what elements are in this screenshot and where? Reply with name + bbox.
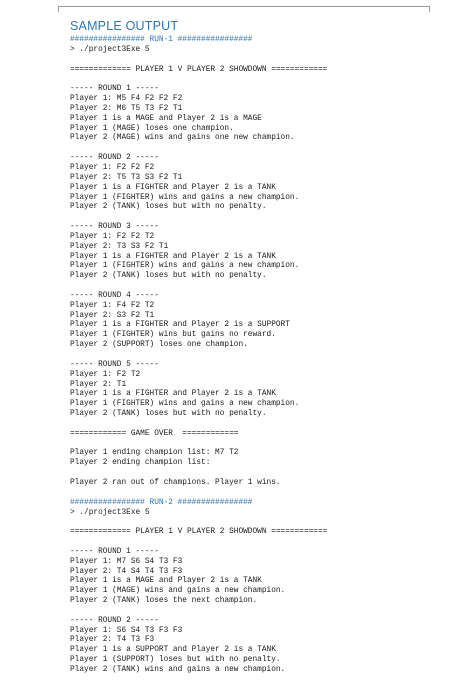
output-line: Player 1: F4 F2 T2	[70, 301, 155, 310]
blank-line	[70, 440, 470, 450]
output-line: Player 1 (FIGHTER) wins and gains a new champion.	[70, 193, 300, 202]
output-line: Player 1: M7 S6 S4 T3 F3	[70, 557, 183, 566]
sample-output-block	[70, 36, 470, 676]
output-line: Player 1 is a FIGHTER and Player 2 is a TANK	[70, 252, 276, 261]
output-line: Player 1: S6 S4 T3 F3 F3	[70, 626, 183, 635]
output-line: Player 1 ending champion list: M7 T2	[70, 449, 239, 458]
blank-line	[70, 144, 470, 154]
output-line: > ./project3Exe 5	[70, 508, 150, 517]
output-line: Player 2: T5 T3 S3 F2 T1	[70, 173, 183, 182]
section-heading: SAMPLE OUTPUT	[70, 19, 179, 33]
blank-line	[70, 351, 470, 361]
output-line: Player 2: T3 S3 F2 T1	[70, 242, 169, 251]
output-line: Player 2 (MAGE) wins and gains one new champion.	[70, 134, 295, 143]
output-line: Player 2: T4 S4 T4 T3 F3	[70, 567, 183, 576]
output-line: Player 2 (SUPPORT) loses one champion.	[70, 341, 248, 350]
output-line: ----- ROUND 2 -----	[70, 154, 159, 163]
output-line: Player 1: M5 F4 F2 F2 F2	[70, 95, 183, 104]
output-line: Player 1: F2 F2 F2	[70, 163, 155, 172]
output-line: ################ RUN-2 ################	[70, 498, 253, 507]
output-line: Player 2: T4 T3 F3	[70, 636, 155, 645]
output-line: Player 1: F2 T2	[70, 370, 141, 379]
blank-line	[70, 75, 470, 85]
output-line: Player 2 (TANK) wins and gains a new champion.	[70, 666, 286, 674]
blank-line	[70, 56, 470, 66]
page-top-border	[58, 6, 430, 7]
output-line: Player 1 is a FIGHTER and Player 2 is a TANK	[70, 390, 276, 399]
output-line: Player 1 is a MAGE and Player 2 is a TANK	[70, 577, 262, 586]
output-line: Player 2 (TANK) loses the next champion.	[70, 597, 258, 606]
blank-line	[70, 518, 470, 528]
output-line: Player 2: S3 F2 T1	[70, 311, 155, 320]
blank-line	[70, 420, 470, 430]
output-line: Player 1 (MAGE) wins and gains a new champion.	[70, 587, 286, 596]
output-line: Player 2 ending champion list:	[70, 459, 211, 468]
output-line: Player 1 is a FIGHTER and Player 2 is a TANK	[70, 183, 276, 192]
output-line: ----- ROUND 3 -----	[70, 223, 159, 232]
output-line: Player 1 (FIGHTER) wins and gains a new champion.	[70, 262, 300, 271]
output-line: Player 2 (TANK) loses but with no penalty.	[70, 203, 267, 212]
output-line: ============= PLAYER 1 V PLAYER 2 SHOWDOWN ============	[70, 65, 328, 74]
output-line: Player 1 is a MAGE and Player 2 is a MAGE	[70, 114, 262, 123]
output-line: Player 1 (FIGHTER) wins but gains no reward.	[70, 331, 276, 340]
output-line: Player 1 (FIGHTER) wins and gains a new champion.	[70, 400, 300, 409]
blank-line	[70, 607, 470, 617]
output-line: > ./project3Exe 5	[70, 45, 150, 54]
output-line: Player 1 is a SUPPORT and Player 2 is a TANK	[70, 646, 276, 655]
blank-line	[70, 489, 470, 499]
output-line: Player 1 (MAGE) loses one champion.	[70, 124, 234, 133]
output-line: Player 2 ran out of champions. Player 1 wins.	[70, 478, 281, 487]
output-line: ################ RUN-1 ################	[70, 36, 253, 44]
output-line: Player 1: F2 F2 T2	[70, 232, 155, 241]
blank-line	[70, 282, 470, 292]
output-line: ----- ROUND 5 -----	[70, 360, 159, 369]
output-line: Player 2: T1	[70, 380, 127, 389]
output-line: ----- ROUND 4 -----	[70, 291, 159, 300]
output-line: ----- ROUND 2 -----	[70, 616, 159, 625]
output-line: ============= PLAYER 1 V PLAYER 2 SHOWDOWN ============	[70, 528, 328, 537]
page-left-border	[58, 6, 59, 12]
output-line: ----- ROUND 1 -----	[70, 547, 159, 556]
output-line: Player 2 (TANK) loses but with no penalty.	[70, 272, 267, 281]
blank-line	[70, 213, 470, 223]
blank-line	[70, 538, 470, 548]
output-line: Player 2: M6 T5 T3 F2 T1	[70, 104, 183, 113]
output-line: Player 1 is a FIGHTER and Player 2 is a SUPPORT	[70, 321, 290, 330]
page-right-border	[429, 6, 430, 12]
output-line: ----- ROUND 1 -----	[70, 85, 159, 94]
blank-line	[70, 469, 470, 479]
output-line: ============ GAME OVER ============	[70, 429, 239, 438]
output-line: Player 2 (TANK) loses but with no penalty.	[70, 410, 267, 419]
output-line: Player 1 (SUPPORT) loses but with no penalty.	[70, 656, 281, 665]
